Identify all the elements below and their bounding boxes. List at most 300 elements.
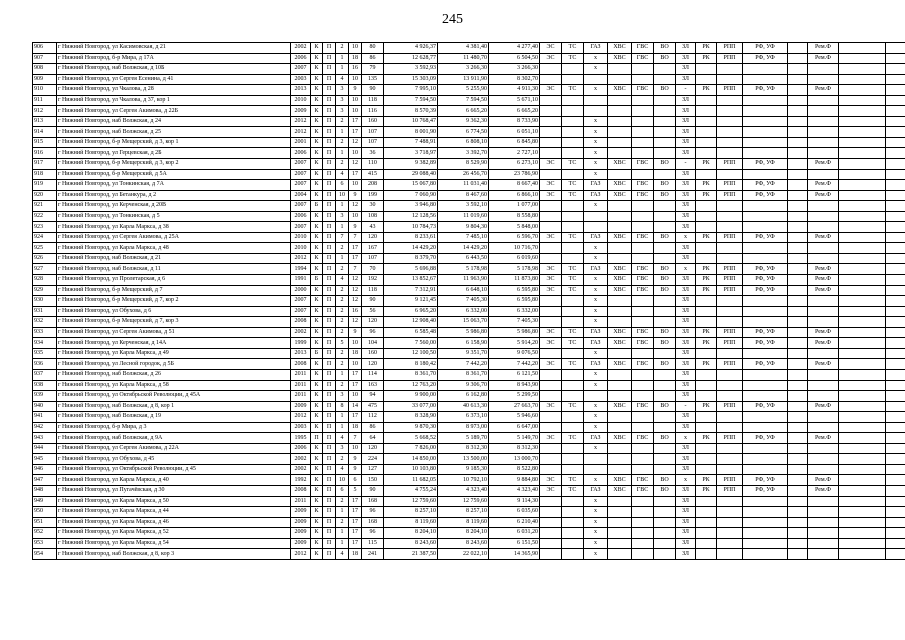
table-cell: 12 759,60 [384,496,438,507]
table-cell: 941 [33,412,57,423]
table-row [33,401,905,412]
table-cell: П [323,43,336,54]
table-cell: 2 [336,327,349,338]
table-cell: ЗЛ [676,338,696,349]
table-cell: П [323,359,336,370]
table-cell: РПП [717,338,743,349]
table-cell-empty [886,338,905,349]
table-cell: 5 848,00 [489,222,540,233]
table-cell: 30 [362,201,384,212]
table-cell-empty [886,201,905,212]
table-cell: г Нижний Новгород, ул Обухова, д 45 [57,454,291,465]
table-cell: 2010 [291,243,311,254]
table-cell [717,116,743,127]
table-cell: Рем.Ф [808,180,839,191]
table-cell: г Нижний Новгород, наб Волжская, д 25 [57,127,291,138]
table-cell: 4 277,40 [489,43,540,54]
table-cell: 6 585,48 [384,327,438,338]
table-cell: ЗЛ [676,296,696,307]
table-cell [654,412,676,423]
table-cell: 2 [336,264,349,275]
table-cell: ЭС [540,485,562,496]
table-cell: 13 000,70 [489,454,540,465]
table-cell [808,391,839,402]
table-cell: ВО [654,338,676,349]
table-cell: К [311,243,323,254]
table-cell: 6 443,50 [438,253,489,264]
table-cell: 8 204,10 [384,528,438,539]
table-cell: П [323,95,336,106]
table-cell [743,253,788,264]
table-cell-empty [839,380,886,391]
table-cell: х [584,517,608,528]
table-cell-empty [839,348,886,359]
table-cell: г Нижний Новгород, б-р Мещерский, д 7 [57,285,291,296]
table-cell [654,517,676,528]
table-cell [608,496,632,507]
table-cell: ЭС [540,285,562,296]
table-cell: ВО [654,401,676,412]
table-cell: П [323,180,336,191]
table-cell: 2 [336,43,349,54]
table-cell [654,74,676,85]
table-cell: 2 [336,380,349,391]
table-cell: 2 [336,243,349,254]
table-cell-empty [839,485,886,496]
table-cell: 930 [33,296,57,307]
table-cell [562,95,584,106]
table-cell: Рем.Ф [808,338,839,349]
table-cell: 9 351,70 [438,348,489,359]
table-cell: К [311,190,323,201]
table-cell [696,549,717,560]
table-cell: П [323,53,336,64]
table-cell: ГВС [632,159,654,170]
table-cell: 224 [362,454,384,465]
table-cell-empty [886,306,905,317]
table-cell: ЗЛ [676,137,696,148]
table-cell: 2000 [291,285,311,296]
table-cell: П [323,243,336,254]
table-cell-empty [839,443,886,454]
table-cell [808,422,839,433]
table-cell: 94 [362,391,384,402]
table-cell [608,222,632,233]
table-cell: 4 323,40 [438,485,489,496]
table-cell: 7 594,50 [438,95,489,106]
table-row [33,169,905,180]
table-cell [562,317,584,328]
table-cell: РФ, УФ [743,85,788,96]
table-cell-empty [886,496,905,507]
table-cell: РПП [717,232,743,243]
table-cell [562,296,584,307]
table-cell: 9 [349,464,362,475]
table-cell: К [311,549,323,560]
table-cell [788,222,808,233]
table-cell [562,391,584,402]
table-cell: г Нижний Новгород, наб Волжская, д 19 [57,412,291,423]
table-cell: 927 [33,264,57,275]
table-cell [743,95,788,106]
table-cell: РФ, УФ [743,359,788,370]
table-cell [562,517,584,528]
table-cell: 7 405,30 [438,296,489,307]
table-cell: - [676,401,696,412]
table-cell: ГАЗ [584,232,608,243]
table-cell: 17 [349,253,362,264]
table-cell: 6 808,10 [438,137,489,148]
table-cell: П [323,64,336,75]
table-cell: 4 926,37 [384,43,438,54]
table-cell: 913 [33,116,57,127]
table-cell: ТС [562,433,584,444]
table-row [33,412,905,423]
table-cell [743,528,788,539]
table-cell [788,433,808,444]
table-cell: 9 870,30 [384,422,438,433]
table-row [33,348,905,359]
table-cell: ЭС [540,159,562,170]
table-cell: 64 [362,433,384,444]
table-cell-empty [839,95,886,106]
table-cell: ГВС [632,401,654,412]
table-cell-empty [839,253,886,264]
table-cell: ХВС [608,159,632,170]
table-cell: 2013 [291,85,311,96]
table-cell [562,496,584,507]
table-cell [696,507,717,518]
table-cell: 937 [33,369,57,380]
table-cell: 2007 [291,180,311,191]
table-cell [696,443,717,454]
table-cell: 2007 [291,159,311,170]
table-cell [562,549,584,560]
table-cell [632,380,654,391]
table-cell: 11 480,70 [438,53,489,64]
table-cell: ГАЗ [584,43,608,54]
table-row [33,359,905,370]
table-cell: ЗЛ [676,253,696,264]
table-cell: ХВС [608,232,632,243]
table-cell: РПП [717,327,743,338]
table-cell: 2 [336,116,349,127]
table-cell [632,454,654,465]
table-cell: г Нижний Новгород, ул Сергея Акимова, д 22А [57,443,291,454]
table-cell: ЗЛ [676,549,696,560]
table-cell: К [311,296,323,307]
table-cell: 6 [336,485,349,496]
table-cell-empty [839,538,886,549]
table-cell: 80 [362,43,384,54]
table-cell: 9 804,30 [438,222,489,233]
table-cell [696,222,717,233]
table-cell [788,359,808,370]
table-cell: РПП [717,190,743,201]
table-cell: ВО [654,53,676,64]
table-cell: ГВС [632,85,654,96]
table-cell: 16 [349,306,362,317]
table-cell: К [311,485,323,496]
table-cell-empty [886,317,905,328]
table-cell: 9 900,00 [384,391,438,402]
table-cell: 8 733,90 [489,116,540,127]
table-cell [743,64,788,75]
table-cell: г Нижний Новгород, ул Сергея Есенина, д 41 [57,74,291,85]
table-cell: г Нижний Новгород, б-р Мещерский, д 3, кор 1 [57,137,291,148]
table-cell: 921 [33,201,57,212]
table-cell: 14 365,90 [489,549,540,560]
table-cell [608,538,632,549]
table-cell: ГВС [632,180,654,191]
table-cell: П [323,211,336,222]
table-cell: 1 [336,538,349,549]
table-cell: ЗЛ [676,285,696,296]
table-cell: 199 [362,190,384,201]
table-cell: ХВС [608,327,632,338]
table-cell: П [323,327,336,338]
table-row [33,74,905,85]
table-cell: 10 [349,74,362,85]
table-cell: 3 [336,211,349,222]
table-cell: 5 914,20 [489,338,540,349]
table-cell: 107 [362,137,384,148]
table-cell: Б [311,275,323,286]
table-cell: 2007 [291,201,311,212]
table-cell: 6 332,00 [489,306,540,317]
table-cell [654,106,676,117]
table-cell: 6 210,40 [489,517,540,528]
table-cell [696,391,717,402]
table-cell: 8 312,30 [438,443,489,454]
table-cell: 104 [362,338,384,349]
table-cell: ЗЛ [676,380,696,391]
table-cell: ЗЛ [676,306,696,317]
table-cell [632,243,654,254]
table-cell [717,148,743,159]
table-cell: х [676,433,696,444]
table-cell [717,137,743,148]
table-cell: Рем.Ф [808,275,839,286]
table-cell-empty [839,43,886,54]
table-cell: ГАЗ [584,485,608,496]
table-cell [540,253,562,264]
table-cell: 2 [336,306,349,317]
table-row [33,475,905,486]
table-cell [717,106,743,117]
table-cell-empty [839,454,886,465]
table-cell [696,95,717,106]
table-row [33,116,905,127]
table-cell: 4 381,40 [438,43,489,54]
table-cell: 5 299,50 [489,391,540,402]
table-cell: 10 [349,148,362,159]
table-cell-empty [886,137,905,148]
table-cell [696,211,717,222]
table-cell: 1 [336,253,349,264]
table-cell-empty [886,401,905,412]
table-cell: ЗЛ [676,507,696,518]
table-cell: ХВС [608,359,632,370]
table-cell: 13 911,90 [438,74,489,85]
table-cell: г Нижний Новгород, ул Карла Маркса, д 40 [57,475,291,486]
table-cell: 17 [349,496,362,507]
table-cell: 33 077,00 [384,401,438,412]
table-cell: 241 [362,549,384,560]
table-cell [562,306,584,317]
table-cell: П [323,401,336,412]
table-cell-empty [886,285,905,296]
table-cell: ТС [562,159,584,170]
table-cell: 90 [362,485,384,496]
table-cell: К [311,517,323,528]
table-cell: 8 001,90 [384,127,438,138]
table-cell: 2009 [291,507,311,518]
table-cell: 15 063,70 [438,317,489,328]
table-cell: 79 [362,64,384,75]
table-cell: 1995 [291,433,311,444]
table-cell: ЗЛ [676,454,696,465]
table-cell: Рем.Ф [808,85,839,96]
table-cell-empty [839,338,886,349]
table-cell: П [323,137,336,148]
table-cell [540,222,562,233]
table-cell: ГВС [632,338,654,349]
table-cell: 3 [336,85,349,96]
table-cell: 7 442,20 [438,359,489,370]
table-cell [788,285,808,296]
table-cell: ВО [654,180,676,191]
table-cell [562,507,584,518]
table-cell: РФ, УФ [743,485,788,496]
table-cell: ГВС [632,275,654,286]
table-cell [808,549,839,560]
table-cell: К [311,401,323,412]
table-cell: г Нижний Новгород, ул Чкалова, д 37, кор 1 [57,95,291,106]
table-cell: ЗЛ [676,116,696,127]
table-row [33,211,905,222]
table-cell-empty [886,485,905,496]
table-cell: 17 [349,169,362,180]
table-cell: 6 648,10 [438,285,489,296]
table-cell [808,74,839,85]
table-cell: 2011 [291,380,311,391]
table-cell: 909 [33,74,57,85]
table-cell-empty [839,53,886,64]
table-cell: 929 [33,285,57,296]
table-cell: РК [696,401,717,412]
table-cell: К [311,264,323,275]
table-cell: г Нижний Новгород, б-р Мира, д 17А [57,53,291,64]
table-cell [743,507,788,518]
table-cell [788,232,808,243]
table-cell: г Нижний Новгород, ул Карла Маркса, д 48 [57,243,291,254]
table-cell: 160 [362,116,384,127]
table-cell: 11 682,05 [384,475,438,486]
table-cell [696,127,717,138]
table-cell: ТС [562,401,584,412]
table-cell: 8 529,90 [438,159,489,170]
table-cell: 17 [349,412,362,423]
table-cell: 2012 [291,127,311,138]
table-row [33,380,905,391]
table-cell [540,306,562,317]
table-cell: 6 504,50 [489,53,540,64]
table-cell: ЗЛ [676,201,696,212]
table-cell: 3 718,97 [384,148,438,159]
table-cell-empty [839,116,886,127]
table-cell: Рем.Ф [808,232,839,243]
table-cell: 933 [33,327,57,338]
table-cell: 13 500,00 [438,454,489,465]
table-cell [788,74,808,85]
table-cell [808,380,839,391]
table-cell: 2 [336,296,349,307]
table-cell [540,211,562,222]
table-cell: К [311,169,323,180]
table-cell: 11 873,80 [489,275,540,286]
table-cell: х [584,538,608,549]
table-cell-empty [886,222,905,233]
table-cell: 1992 [291,475,311,486]
table-cell-empty [839,528,886,539]
table-cell [608,137,632,148]
table-cell [788,391,808,402]
table-cell: П [323,253,336,264]
table-cell [654,443,676,454]
table-cell: 118 [362,285,384,296]
table-cell: 17 [349,538,362,549]
table-cell [808,222,839,233]
table-cell [632,464,654,475]
table-cell-empty [839,412,886,423]
table-cell: 2002 [291,43,311,54]
table-cell: 127 [362,464,384,475]
table-cell: РК [696,475,717,486]
table-cell [788,264,808,275]
table-cell: ГАЗ [584,264,608,275]
table-cell: ЭС [540,433,562,444]
table-cell [540,317,562,328]
table-cell [540,64,562,75]
table-cell [788,412,808,423]
table-cell: 7 488,91 [384,137,438,148]
table-cell: 2010 [291,232,311,243]
table-cell: 2007 [291,169,311,180]
table-cell [808,169,839,180]
table-cell: П [323,306,336,317]
table-cell: Рем.Ф [808,159,839,170]
table-cell: 8 467,60 [438,190,489,201]
table-cell: П [323,412,336,423]
table-cell: 1 [336,422,349,433]
table-cell: 5 696,88 [384,264,438,275]
table-cell: П [323,433,336,444]
table-cell: ТС [562,190,584,201]
table-cell: 7 594,50 [384,95,438,106]
table-cell: 8 361,70 [384,369,438,380]
table-cell: г Нижний Новгород, ул Карла Маркса, д 52 [57,528,291,539]
table-cell [808,296,839,307]
table-cell: г Нижний Новгород, ул Карла Маркса, д 58 [57,380,291,391]
table-cell: 7 485,10 [438,232,489,243]
table-cell: П [323,528,336,539]
table-cell: 10 [349,43,362,54]
table-cell [788,64,808,75]
table-cell: 6 158,90 [438,338,489,349]
table-cell: 118 [362,95,384,106]
table-cell [788,401,808,412]
